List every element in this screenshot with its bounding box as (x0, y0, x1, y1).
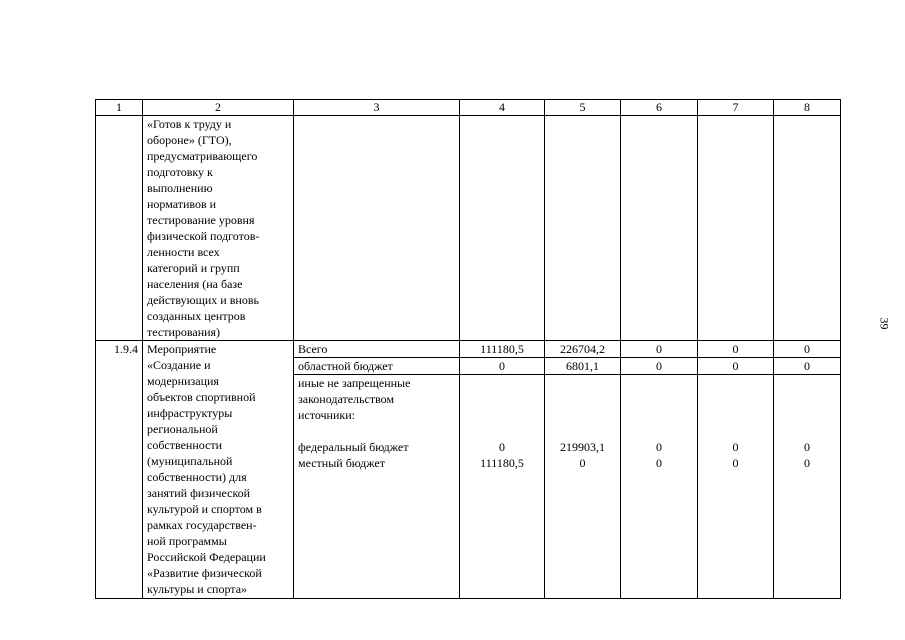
continuation-empty-cell (294, 116, 460, 341)
header-cell-2: 2 (143, 100, 294, 116)
value-col-4: 111180,5 (460, 341, 545, 358)
header-cell-4: 4 (460, 100, 545, 116)
header-cell-6: 6 (621, 100, 698, 116)
continuation-empty-cell (460, 116, 545, 341)
value-col-7: 0 (698, 358, 774, 375)
continuation-number-cell (96, 116, 143, 341)
value-col-7: 0 (698, 341, 774, 358)
value-col-6: 0 (621, 358, 698, 375)
value-col-5: 6801,1 (545, 358, 621, 375)
funding-source: Всего (294, 341, 460, 358)
continuation-row (96, 116, 841, 341)
value-col-5: 219903,1 0 (545, 375, 621, 599)
value-col-4: 0 (460, 358, 545, 375)
funding-source: областной бюджет (294, 358, 460, 375)
value-col-8: 0 0 (774, 375, 841, 599)
value-col-4: 0 111180,5 (460, 375, 545, 599)
continuation-empty-cell (774, 116, 841, 341)
continuation-description: «Готов к труду и обороне» (ГТО), предусматривающего подготовку к выполнению нормативов и тестирование уровня физической подготов- ленности всех категорий и групп населения (на базе действующих и вновь созданных центров тестирования) (143, 116, 294, 341)
header-row (96, 100, 841, 116)
value-col-8: 0 (774, 341, 841, 358)
page-number: 39 (877, 317, 892, 330)
funding-source: иные не запрещенные законодательством источники: федеральный бюджет местный бюджет (294, 375, 460, 599)
item-row-total (96, 341, 841, 358)
header-cell-8: 8 (774, 100, 841, 116)
item-description: Мероприятие «Создание и модернизация объектов спортивной инфраструктуры региональной собственности (муниципальной собственности) для занятий физической культурой и спортом в рамках государствен- ной программы Российской Федерации «Развитие физической культуры и спорта» (143, 341, 294, 599)
document-table (95, 99, 841, 599)
value-col-6: 0 (621, 341, 698, 358)
header-cell-1: 1 (96, 100, 143, 116)
header-cell-7: 7 (698, 100, 774, 116)
continuation-empty-cell (545, 116, 621, 341)
header-cell-5: 5 (545, 100, 621, 116)
value-col-8: 0 (774, 358, 841, 375)
value-col-5: 226704,2 (545, 341, 621, 358)
value-col-6: 0 0 (621, 375, 698, 599)
header-cell-3: 3 (294, 100, 460, 116)
continuation-empty-cell (698, 116, 774, 341)
continuation-empty-cell (621, 116, 698, 341)
item-number: 1.9.4 (96, 341, 143, 599)
value-col-7: 0 0 (698, 375, 774, 599)
